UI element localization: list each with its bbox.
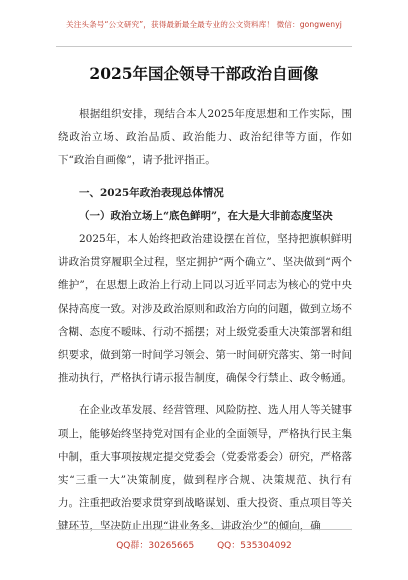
page-title: 2025年国企领导干部政治自画像 bbox=[89, 64, 319, 83]
footer-qq-group: QQ群：30265665 bbox=[116, 541, 195, 551]
footer-contact bbox=[0, 538, 408, 551]
footer-qq-number: QQ：535304092 bbox=[217, 541, 292, 551]
intro-paragraph: 根据组织安排，现结合本人2025年度思想和工作实际，围绕政治立场、政治品质、政治能力、政治纪律等方面，作如下“政治自画像”，请予批评指正。 bbox=[58, 108, 352, 167]
section-heading: 一、2025年政治表现总体情况 bbox=[79, 186, 224, 199]
body-paragraph-2: 在企业改革发展、经营管理、风险防控、选人用人等关键事项上，能够始终坚持党对国有企业的全面领导，严格执行民主集中制，重大事项按规定提交党委会（党委常委会）研究，严格落实“三重一大”决策制度，做到程序合规、决策规范、执行有力。注重把政治要求贯穿到战略谋划、重大投资、重点项目等关键环节，坚决防止出现“讲业务多、讲政治少”的倾向，确 bbox=[58, 404, 352, 533]
footer-divider bbox=[56, 529, 352, 530]
header-divider bbox=[56, 46, 352, 47]
header-promo-note: 关注头条号“公文研究”，获得最新最全最专业的公文资料库！ 微信：gongwenyj bbox=[66, 20, 342, 29]
subsection-heading: （一）政治立场上“底色鲜明”，在大是大非前态度坚决 bbox=[79, 209, 333, 222]
body-paragraph-1: 2025年，本人始终把政治建设摆在首位，坚持把旗帜鲜明讲政治贯穿履职全过程，坚定拥护“两个确立”、坚决做到“两个维护”，在思想上政治上行动上同以习近平同志为核心的党中央保持高度一致。对涉及政治原则和政治方向的问题，做到立场不含糊、态度不暧昧、行动不摇摆；对上级党委重大决策部署和组织要求，做到第一时间学习领会、第一时间研究落实、第一时间推动执行，严格执行请示报告制度，确保令行禁止、政令畅通。 bbox=[58, 233, 352, 385]
document-body bbox=[58, 103, 352, 539]
